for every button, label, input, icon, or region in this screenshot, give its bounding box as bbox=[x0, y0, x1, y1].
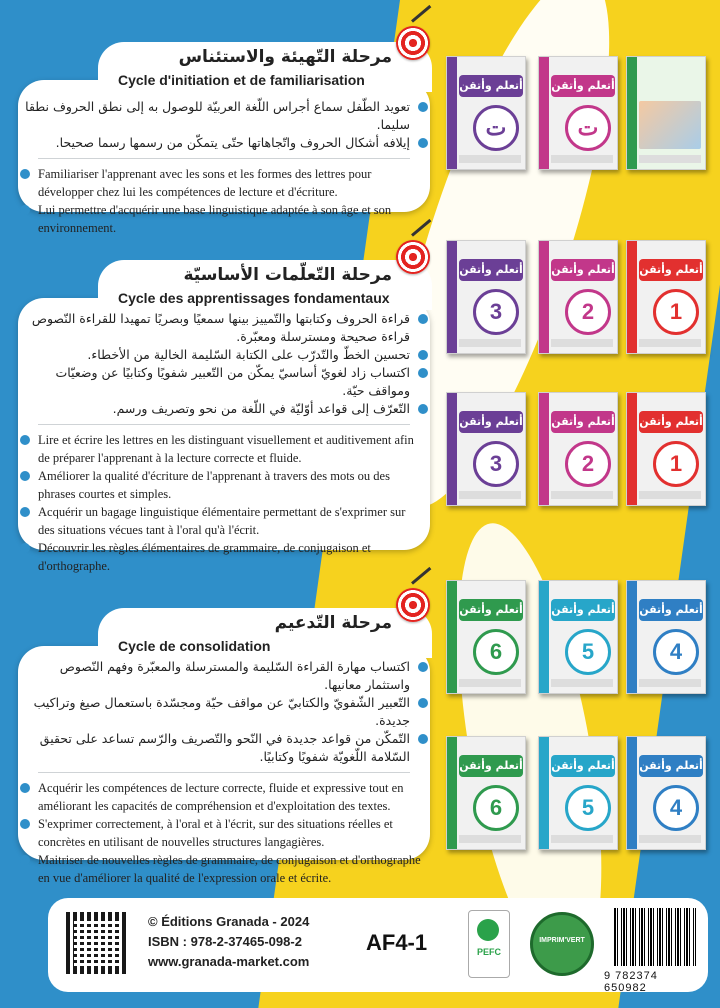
ar-objectives-list bbox=[18, 646, 430, 766]
book-cover: أتعلم وأتقن ت bbox=[538, 56, 618, 170]
barcode-icon bbox=[614, 908, 696, 966]
bullet-icon bbox=[418, 368, 428, 378]
bullet-icon bbox=[20, 205, 30, 215]
list-item: التّمكّن من قواعد جديدة في النّحو والتّصريف والرّسم تساعد على تحقيق السّلامة اللّغويّة شفويًا وكتابيًا. bbox=[18, 730, 430, 766]
bullet-icon bbox=[418, 102, 428, 112]
bullet-icon bbox=[20, 543, 30, 553]
book-cover: أتعلم وأتقن 4 bbox=[626, 580, 706, 694]
bullet-icon bbox=[20, 855, 30, 865]
list-item: تعويد الطّفل سماع أجراس اللّغة العربيّة للوصول به إلى نطق الحروف نطقا سليما. bbox=[18, 98, 430, 134]
bullet-icon bbox=[20, 435, 30, 445]
list-item: Maitriser de nouvelles règles de grammaire, de conjugaison et d'orthographe en vue d'améliorer la qualité de l'expression orale et écrite. bbox=[18, 851, 430, 887]
list-item: Acquérir un bagage linguistique élémentaire permettant de s'exprimer sur des situations vécues tant à l'oral qu'à l'écrit. bbox=[18, 503, 430, 539]
section-title-fr: Cycle de consolidation bbox=[118, 638, 271, 654]
fr-objectives-list bbox=[18, 431, 430, 575]
target-icon bbox=[396, 240, 430, 274]
section-title-ar: مرحلة التّدعيم bbox=[274, 613, 392, 633]
isbn-text: ISBN : 978-2-37465-098-2 bbox=[148, 934, 302, 949]
footer-panel bbox=[48, 898, 708, 992]
pefc-logo-icon: PEFC bbox=[468, 910, 510, 978]
book-cover: أتعلم وأتقن 5 bbox=[538, 736, 618, 850]
section-header bbox=[98, 260, 432, 310]
section-title-ar: مرحلة التّعلّمات الأساسيّة bbox=[183, 265, 392, 285]
book-cover: أتعلم وأتقن 4 bbox=[626, 736, 706, 850]
barcode-number: 9 782374 650982 bbox=[604, 970, 658, 994]
target-icon bbox=[396, 26, 430, 60]
book-cover: أتعلم وأتقن 3 bbox=[446, 240, 526, 354]
book-cover: أتعلم وأتقن 1 bbox=[626, 392, 706, 506]
book-cover: أتعلم وأتقن 2 bbox=[538, 392, 618, 506]
cover-photo bbox=[639, 101, 701, 149]
fr-objectives-list bbox=[18, 779, 430, 887]
list-item: التّعبير الشّفويّ والكتابيّ عن مواقف حيّة ومجسّدة باستعمال صيغ وتراكيب جديدة. bbox=[18, 694, 430, 730]
bullet-icon bbox=[418, 314, 428, 324]
ar-objectives-list bbox=[18, 298, 430, 418]
book-cover: أتعلم وأتقن 2 bbox=[538, 240, 618, 354]
bullet-icon bbox=[20, 507, 30, 517]
publisher-info bbox=[148, 912, 309, 972]
list-item: Découvrir les règles élémentaires de grammaire, de conjugaison et d'orthographe. bbox=[18, 539, 430, 575]
bullet-icon bbox=[418, 404, 428, 414]
section-title-fr: Cycle d'initiation et de familiarisation bbox=[118, 72, 365, 88]
list-item: Familiariser l'apprenant avec les sons et les formes des lettres pour développer chez lui les compétences de lecture et d'écriture. bbox=[18, 165, 430, 201]
product-code: AF4-1 bbox=[366, 930, 428, 955]
section-header bbox=[98, 608, 432, 658]
bullet-icon bbox=[418, 138, 428, 148]
book-cover: أتعلم وأتقن 6 bbox=[446, 580, 526, 694]
bullet-icon bbox=[418, 734, 428, 744]
book-cover bbox=[626, 56, 706, 170]
bullet-icon bbox=[418, 698, 428, 708]
book-cover: أتعلم وأتقن 1 bbox=[626, 240, 706, 354]
bullet-icon bbox=[20, 169, 30, 179]
list-item: S'exprimer correctement, à l'oral et à l'écrit, sur des situations réelles et concrètes en utilisant de nouvelles structures langagières. bbox=[18, 815, 430, 851]
list-item: Lire et écrire les lettres en les distinguant visuellement et auditivement afin de préparer l'apprenant à la lecture correcte et fluide. bbox=[18, 431, 430, 467]
list-item: اكتساب زاد لغويّ أساسيّ يمكّن من التّعبير شفويًا وكتابيًا عن وضعيّات ومواقف حيّة. bbox=[18, 364, 430, 400]
target-icon bbox=[396, 588, 430, 622]
bullet-icon bbox=[20, 819, 30, 829]
list-item: Lui permettre d'acquérir une base linguistique adaptée à son âge et son environnement. bbox=[18, 201, 430, 237]
book-cover: أتعلم وأتقن ت bbox=[446, 56, 526, 170]
section-card-initiation bbox=[18, 47, 430, 235]
list-item: Acquérir les compétences de lecture correcte, fluide et expressive tout en améliorant les capacités de compréhension et d'exploitation des textes. bbox=[18, 779, 430, 815]
bullet-icon bbox=[418, 662, 428, 672]
list-item: Améliorer la qualité d'écriture de l'apprenant à travers des mots ou des phrases courtes et simples. bbox=[18, 467, 430, 503]
section-card-consolidation bbox=[18, 613, 430, 885]
book-cover: أتعلم وأتقن 6 bbox=[446, 736, 526, 850]
book-cover: أتعلم وأتقن 3 bbox=[446, 392, 526, 506]
list-item: إيلافه أشكال الحروف واتّجاهاتها حتّى يتمكّن من رسمها رسما صحيحا. bbox=[18, 134, 430, 152]
list-item: التّعرّف إلى قواعد أوّليّة في اللّغة من نحو وتصريف ورسم. bbox=[18, 400, 430, 418]
fr-objectives-list bbox=[18, 165, 430, 237]
copyright-text: © Éditions Granada - 2024 bbox=[148, 914, 310, 929]
divider bbox=[38, 772, 410, 773]
bullet-icon bbox=[20, 783, 30, 793]
list-item: قراءة الحروف وكتابتها والتّمييز بينها سمعيًا وبصريًا تمهيدا للقراءة النّصوص قراءة صحيحة ومسترسلة ومعبّرة. bbox=[18, 310, 430, 346]
bullet-icon bbox=[20, 471, 30, 481]
website-link[interactable]: www.granada-market.com bbox=[148, 954, 310, 969]
list-item: اكتساب مهارة القراءة السّليمة والمسترسلة والمعبّرة وفهم النّصوص واستثمار معانيها. bbox=[18, 658, 430, 694]
section-header bbox=[98, 42, 432, 92]
section-card-fundamental bbox=[18, 265, 430, 573]
list-item: تحسين الخطّ والتّدرّب على الكتابة السّليمة الخالية من الأخطاء. bbox=[18, 346, 430, 364]
section-title-ar: مرحلة التّهيئة والاستئناس bbox=[178, 47, 392, 67]
book-cover: أتعلم وأتقن 5 bbox=[538, 580, 618, 694]
qr-code-icon[interactable] bbox=[66, 912, 128, 974]
divider bbox=[38, 158, 410, 159]
imprim-vert-logo-icon: IMPRIM'VERT bbox=[530, 912, 594, 976]
divider bbox=[38, 424, 410, 425]
bullet-icon bbox=[418, 350, 428, 360]
section-title-fr: Cycle des apprentissages fondamentaux bbox=[118, 290, 390, 306]
